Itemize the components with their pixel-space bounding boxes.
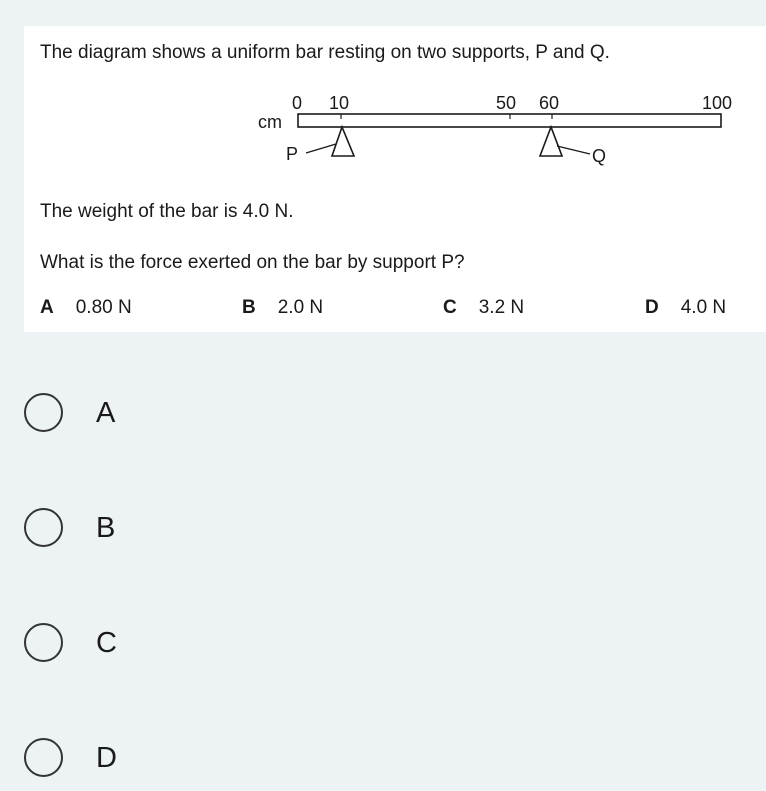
support-p-label: P — [286, 144, 299, 164]
question-prompt: What is the force exerted on the bar by support P? — [40, 252, 465, 273]
bar-diagram — [24, 26, 766, 216]
answer-choice-d[interactable] — [24, 738, 324, 782]
unit-label: cm — [258, 112, 282, 132]
support-p-triangle — [332, 127, 354, 156]
option-letter: B — [242, 297, 256, 318]
radio-button-c[interactable] — [24, 623, 63, 662]
radio-button-b[interactable] — [24, 508, 63, 547]
weight-statement: The weight of the bar is 4.0 N. — [40, 201, 294, 222]
answer-choice-b[interactable] — [24, 508, 324, 552]
option-value: 2.0 N — [277, 297, 324, 318]
question-card — [24, 26, 766, 332]
answer-choice-c[interactable] — [24, 623, 324, 667]
support-q-leader — [557, 146, 590, 154]
answer-choice-a[interactable] — [24, 393, 324, 437]
option-letter: C — [443, 297, 457, 318]
answer-label-c: C — [96, 627, 117, 659]
answer-label-d: D — [96, 742, 117, 774]
option-c — [443, 297, 524, 319]
option-d — [645, 297, 726, 319]
option-value: 0.80 N — [75, 297, 132, 318]
scale-label-100: 100 — [702, 93, 733, 113]
scale-label-10: 10 — [329, 93, 350, 113]
scale-label-50: 50 — [496, 93, 517, 113]
question-intro: The diagram shows a uniform bar resting on two supports, P and Q. — [40, 42, 610, 63]
radio-button-d[interactable] — [24, 738, 63, 777]
support-p-leader — [306, 144, 336, 153]
option-value: 3.2 N — [478, 297, 525, 318]
answer-label-a: A — [96, 397, 116, 429]
scale-label-60: 60 — [539, 93, 560, 113]
support-q-label: Q — [592, 146, 607, 166]
radio-button-a[interactable] — [24, 393, 63, 432]
option-list — [40, 297, 750, 325]
option-letter: A — [40, 297, 54, 318]
scale-label-0: 0 — [292, 93, 303, 113]
option-b — [242, 297, 323, 319]
option-letter: D — [645, 297, 659, 318]
option-a — [40, 297, 132, 319]
option-value: 4.0 N — [680, 297, 727, 318]
support-q-triangle — [540, 127, 562, 156]
answer-label-b: B — [96, 512, 116, 544]
